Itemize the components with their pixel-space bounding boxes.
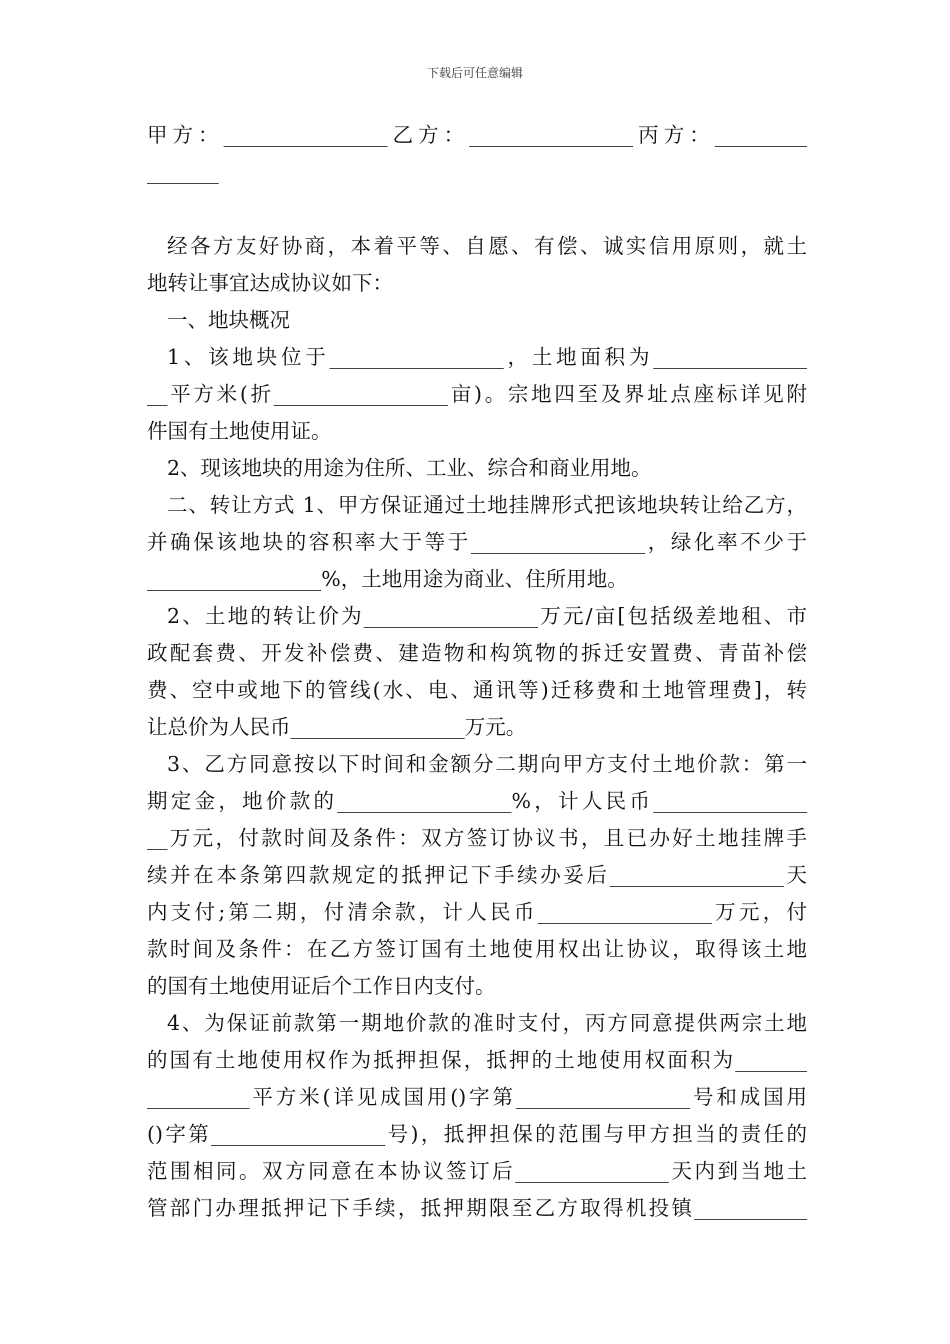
clause-line: 4、为保证前款第一期地价款的准时支付，丙方同意提供两宗土地 [167,1011,807,1035]
clause-line: __平方米(折_________________亩)。宗地四至及界址点座标详见附 [147,382,807,406]
clause-line: 二、转让方式 1、甲方保证通过土地挂牌形式把该地块转让给乙方， [167,493,807,517]
clause-line: 3、乙方同意按以下时间和金额分二期向甲方支付土地价款：第一 [167,752,807,776]
clause-line: 的国有土地使用权作为抵押担保，抵押的土地使用权面积为_______ [147,1048,807,1072]
clause-line: 政配套费、开发补偿费、建造物和构筑物的拆迁安置费、青苗补偿 [147,641,807,665]
clause-line: 1、该地块位于_________________，土地面积为_______________ [167,345,807,369]
agreement-body [147,117,807,1227]
clause-line: 内支付;第二期，付清余款，计人民币_________________万元，付 [147,900,807,924]
page-header: 下载后可任意编辑 [426,66,523,80]
clause-line: 2、土地的转让价为_________________万元/亩[包括级差地租、市 [167,604,807,628]
clause-line: 并确保该地块的容积率大于等于_________________，绿化率不少于 [147,530,807,554]
clause-line: 续并在本条第四款规定的抵押记下手续办妥后_________________天 [147,863,807,887]
clause-line: _________________%，土地用途为商业、住所用地。 [147,567,628,591]
blank-line [147,191,807,228]
parties-line-cont: _______ [147,160,219,184]
clause-line: 款时间及条件：在乙方签订国有土地使用权出让协议，取得该土地 [147,937,807,961]
clause-line: __________平方米(详见成国用()字第_________________号和成国用 [147,1085,807,1109]
clause-line: 让总价为人民币_________________万元。 [147,715,527,739]
clause-line: 范围相同。双方同意在本协议签订后_______________天内到当地土 [147,1159,807,1183]
clause-line: ()字第_________________号)，抵押担保的范围与甲方担当的责任的 [147,1122,807,1146]
clause-line: 的国有土地使用证后个工作日内支付。 [147,974,496,998]
clause-line: 管部门办理抵押记下手续，抵押期限至乙方取得机投镇___________ [147,1196,807,1220]
clause-line: 费、空中或地下的管线(水、电、通讯等)迁移费和土地管理费]，转 [147,678,807,702]
clause-line: 件国有土地使用证。 [147,419,332,443]
parties-line: 甲方：________________乙方：________________丙方：_________ [147,123,807,147]
section-heading: 一、地块概况 [167,308,290,332]
preamble-line: 经各方友好协商，本着平等、自愿、有偿、诚实信用原则，就土 [167,234,807,258]
clause-line: __万元，付款时间及条件：双方签订协议书，且已办好土地挂牌手 [147,826,807,850]
clause-line: 期定金，地价款的_________________%，计人民币_______________ [147,789,807,813]
clause-line: 2、现该地块的用途为住所、工业、综合和商业用地。 [167,456,652,480]
preamble-line: 地转让事宜达成协议如下： [147,271,393,295]
